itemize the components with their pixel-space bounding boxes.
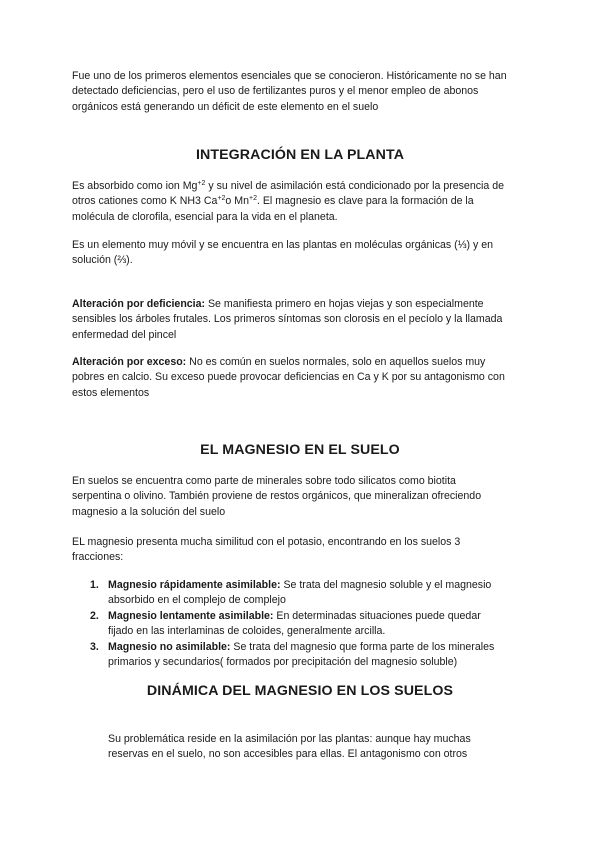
soil-minerals-line-3: magnesio a la solución del suelo	[72, 505, 226, 518]
section-title-integracion: INTEGRACIÓN EN LA PLANTA	[195, 147, 405, 163]
deficiency-line-1: Alteración por deficiencia: Se manifiesta primero en hojas viejas y son especialmente	[72, 298, 484, 310]
soil-minerals-line-1: En suelos se encuentra como parte de minerales sobre todo silicatos como biotita	[72, 475, 456, 487]
list-item-number: 3.	[90, 641, 99, 653]
mobility-line-2: solución (⅔).	[72, 254, 133, 267]
mobility-paragraph	[72, 238, 493, 269]
intro-paragraph	[72, 69, 507, 115]
list-item-label: Magnesio no asimilable:	[108, 641, 231, 653]
soil-minerals-line-2: serpentina o olivino. También proviene de restos orgánicos, que mineralizan ofreciendo	[72, 490, 482, 503]
list-item-label: Magnesio lentamente asimilable:	[108, 610, 274, 622]
deficiency-label: Alteración por deficiencia:	[72, 298, 206, 310]
absorption-line-2: otros cationes como K NH3 $Ca^{+2}o$ $Mn^{+2}$. El magnesio es clave para la formación de la	[72, 195, 474, 208]
excess-line-3: estos elementos	[72, 386, 150, 399]
list-item: 2. Magnesio lentamente asimilable: En determinadas situaciones puede quedar fijado en las interlaminas de coloides, generalmente arcilla.	[90, 610, 481, 638]
fractions-line-1: EL magnesio presenta mucha similitud con el potasio, encontrando en los suelos 3	[72, 536, 461, 548]
section-title-magnesio-suelo: EL MAGNESIO EN EL SUELO	[200, 442, 400, 458]
deficiency-line-3: enfermedad del pincel	[72, 328, 177, 341]
deficiency-line-2: sensibles los árboles frutales. Los primeros síntomas son clorosis en el pecíolo y la llamada	[72, 313, 503, 326]
fractions-line-2: fracciones:	[72, 551, 124, 564]
mobility-line-1: Es un elemento muy móvil y se encuentra en las plantas en moléculas orgánicas (⅓) y en	[72, 239, 494, 251]
dynamics-paragraph	[108, 732, 471, 763]
intro-line-2: detectado deficiencias, pero el uso de fertilizantes puros y el menor empleo de abonos	[72, 85, 479, 98]
intro-line-3: orgánicos está generando un déficit de este elemento en el suelo	[72, 100, 379, 113]
excess-line-1: Alteración por exceso: No es común en suelos normales, solo en aquellos suelos muy	[72, 356, 486, 368]
dynamics-line-2: reservas en el suelo, no son accesibles para ellas. El antagonismo con otros	[108, 748, 468, 761]
dynamics-line-1: Su problemática reside en la asimilación por las plantas: aunque hay muchas	[108, 733, 471, 745]
absorption-paragraph	[72, 179, 504, 225]
absorption-line-3: molécula de clorofila, esencial para la vida en el planeta.	[72, 210, 338, 223]
section-title-dinamica: DINÁMICA DEL MAGNESIO EN LOS SUELOS	[146, 683, 454, 699]
list-item: 3. Magnesio no asimilable: Se trata del magnesio que forma parte de los minerales primarios y secundarios( formados por precipitación del magnesio soluble)	[90, 641, 495, 669]
soil-minerals-paragraph	[72, 474, 481, 520]
excess-paragraph	[72, 355, 505, 401]
excess-label: Alteración por exceso:	[72, 356, 187, 368]
list-item-label: Magnesio rápidamente asimilable:	[108, 579, 281, 591]
intro-line-1: Fue uno de los primeros elementos esenciales que se conocieron. Históricamente no se han	[72, 70, 507, 82]
list-item-number: 2.	[90, 610, 99, 622]
deficiency-paragraph	[72, 297, 502, 343]
excess-line-2: pobres en calcio. Su exceso puede provocar deficiencias en Ca y K por su antagonismo con	[72, 371, 505, 384]
absorption-line-1: Es absorbido como ion $Mg^{+2}$ y su nivel de asimilación está condicionado por la presencia de	[72, 180, 504, 192]
fractions-paragraph	[72, 535, 460, 566]
list-item: 1. Magnesio rápidamente asimilable: Se trata del magnesio soluble y el magnesio absorbido en el complejo de complejo	[90, 579, 492, 607]
list-item-number: 1.	[90, 579, 99, 591]
